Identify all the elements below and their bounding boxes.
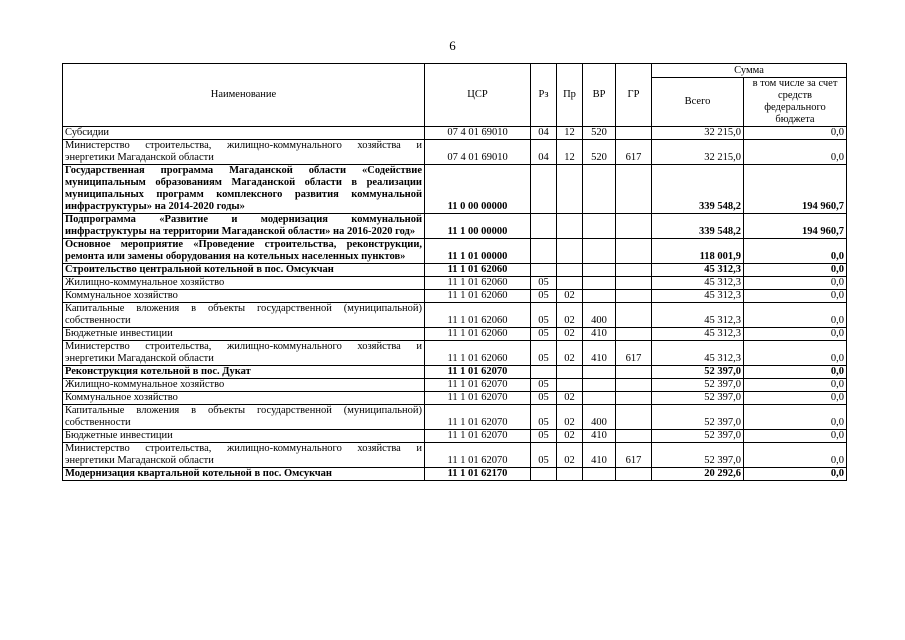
cell-vr — [583, 277, 616, 290]
cell-name: Жилищно-коммунальное хозяйство — [63, 277, 425, 290]
table-row — [63, 140, 847, 165]
cell-rz: 05 — [531, 379, 557, 392]
table-row — [63, 392, 847, 405]
table-row — [63, 430, 847, 443]
cell-csr: 11 1 01 62060 — [425, 277, 531, 290]
cell-csr: 11 1 01 00000 — [425, 239, 531, 264]
table-row — [63, 303, 847, 328]
cell-federal: 0,0 — [744, 379, 847, 392]
cell-pr — [557, 277, 583, 290]
cell-total: 45 312,3 — [652, 290, 744, 303]
cell-total: 32 215,0 — [652, 140, 744, 165]
cell-gr — [616, 366, 652, 379]
cell-total: 45 312,3 — [652, 341, 744, 366]
cell-rz: 05 — [531, 290, 557, 303]
cell-name: Бюджетные инвестиции — [63, 430, 425, 443]
cell-federal: 0,0 — [744, 264, 847, 277]
table-row — [63, 468, 847, 481]
cell-rz: 05 — [531, 341, 557, 366]
table-row — [63, 379, 847, 392]
cell-total: 45 312,3 — [652, 264, 744, 277]
cell-csr: 07 4 01 69010 — [425, 127, 531, 140]
header-gr: ГР — [616, 64, 652, 127]
cell-csr: 11 1 01 62070 — [425, 443, 531, 468]
header-rz: Рз — [531, 64, 557, 127]
cell-rz: 05 — [531, 430, 557, 443]
cell-name: Капитальные вложения в объекты государственной (муниципальной) собственности — [63, 405, 425, 430]
cell-total: 32 215,0 — [652, 127, 744, 140]
cell-pr: 02 — [557, 290, 583, 303]
cell-rz — [531, 165, 557, 214]
page-number: 6 — [449, 38, 456, 53]
cell-gr — [616, 430, 652, 443]
table-body — [63, 127, 847, 481]
cell-name: Коммунальное хозяйство — [63, 290, 425, 303]
cell-federal: 0,0 — [744, 405, 847, 430]
cell-pr: 02 — [557, 392, 583, 405]
header-vr: ВР — [583, 64, 616, 127]
cell-rz: 05 — [531, 392, 557, 405]
header-csr: ЦСР — [425, 64, 531, 127]
cell-csr: 11 1 01 62060 — [425, 290, 531, 303]
table-row — [63, 366, 847, 379]
cell-gr — [616, 165, 652, 214]
budget-table — [62, 63, 847, 481]
table-row — [63, 290, 847, 303]
cell-vr: 410 — [583, 328, 616, 341]
cell-federal: 0,0 — [744, 392, 847, 405]
header-federal: в том числе за счет средств федерального бюджета — [744, 78, 847, 127]
cell-federal: 0,0 — [744, 239, 847, 264]
cell-csr: 11 1 00 00000 — [425, 214, 531, 239]
cell-name: Коммунальное хозяйство — [63, 392, 425, 405]
cell-federal: 0,0 — [744, 430, 847, 443]
cell-csr: 11 1 01 62070 — [425, 392, 531, 405]
cell-gr — [616, 214, 652, 239]
cell-rz — [531, 468, 557, 481]
table-row — [63, 443, 847, 468]
header-name: Наименование — [63, 64, 425, 127]
header-total: Всего — [652, 78, 744, 127]
header-pr: Пр — [557, 64, 583, 127]
cell-rz: 04 — [531, 140, 557, 165]
cell-name: Модернизация квартальной котельной в пос. Омсукчан — [63, 468, 425, 481]
cell-rz: 04 — [531, 127, 557, 140]
cell-federal: 0,0 — [744, 341, 847, 366]
cell-rz: 05 — [531, 405, 557, 430]
cell-name: Бюджетные инвестиции — [63, 328, 425, 341]
cell-vr — [583, 366, 616, 379]
cell-vr: 400 — [583, 405, 616, 430]
cell-vr — [583, 379, 616, 392]
cell-federal: 0,0 — [744, 468, 847, 481]
cell-csr: 11 1 01 62070 — [425, 430, 531, 443]
cell-vr — [583, 214, 616, 239]
cell-federal: 0,0 — [744, 328, 847, 341]
cell-name: Основное мероприятие «Проведение строительства, реконструкции, ремонта или замены оборудования на котельных населенных пунктов» — [63, 239, 425, 264]
cell-csr: 11 1 01 62060 — [425, 264, 531, 277]
table-row — [63, 127, 847, 140]
table-row — [63, 165, 847, 214]
cell-name: Государственная программа Магаданской области «Содействие муниципальным образованиям Магаданской области в реализации муниципальных программ комплексного развития коммунальной инфраструктуры» на 2014-2020 годы» — [63, 165, 425, 214]
cell-gr — [616, 468, 652, 481]
cell-csr: 11 1 01 62070 — [425, 405, 531, 430]
cell-vr — [583, 165, 616, 214]
cell-pr — [557, 366, 583, 379]
cell-pr: 12 — [557, 140, 583, 165]
cell-csr: 11 1 01 62060 — [425, 328, 531, 341]
cell-rz: 05 — [531, 328, 557, 341]
cell-gr: 617 — [616, 443, 652, 468]
cell-vr — [583, 239, 616, 264]
cell-csr: 07 4 01 69010 — [425, 140, 531, 165]
cell-csr: 11 1 01 62070 — [425, 366, 531, 379]
cell-name: Жилищно-коммунальное хозяйство — [63, 379, 425, 392]
cell-federal: 194 960,7 — [744, 214, 847, 239]
cell-gr: 617 — [616, 341, 652, 366]
cell-gr — [616, 290, 652, 303]
cell-gr — [616, 328, 652, 341]
cell-federal: 194 960,7 — [744, 165, 847, 214]
cell-vr: 520 — [583, 127, 616, 140]
table-row — [63, 239, 847, 264]
cell-rz: 05 — [531, 277, 557, 290]
cell-gr — [616, 392, 652, 405]
cell-pr: 02 — [557, 328, 583, 341]
cell-rz — [531, 366, 557, 379]
cell-gr — [616, 264, 652, 277]
cell-total: 45 312,3 — [652, 328, 744, 341]
header-sum: Сумма — [652, 64, 847, 78]
cell-total: 45 312,3 — [652, 303, 744, 328]
cell-vr: 520 — [583, 140, 616, 165]
cell-name: Капитальные вложения в объекты государственной (муниципальной) собственности — [63, 303, 425, 328]
cell-name: Строительство центральной котельной в пос. Омсукчан — [63, 264, 425, 277]
cell-pr — [557, 165, 583, 214]
cell-vr: 400 — [583, 303, 616, 328]
cell-vr: 410 — [583, 443, 616, 468]
cell-pr: 02 — [557, 405, 583, 430]
cell-federal: 0,0 — [744, 303, 847, 328]
cell-pr: 02 — [557, 443, 583, 468]
cell-vr: 410 — [583, 341, 616, 366]
cell-csr: 11 1 01 62070 — [425, 379, 531, 392]
cell-gr — [616, 405, 652, 430]
cell-rz — [531, 239, 557, 264]
cell-federal: 0,0 — [744, 443, 847, 468]
cell-vr — [583, 264, 616, 277]
cell-total: 118 001,9 — [652, 239, 744, 264]
cell-total: 52 397,0 — [652, 405, 744, 430]
cell-csr: 11 1 01 62170 — [425, 468, 531, 481]
cell-pr: 02 — [557, 430, 583, 443]
cell-total: 52 397,0 — [652, 379, 744, 392]
table-row — [63, 341, 847, 366]
cell-total: 52 397,0 — [652, 366, 744, 379]
cell-pr — [557, 214, 583, 239]
header-row-1 — [63, 64, 847, 78]
cell-pr: 12 — [557, 127, 583, 140]
cell-total: 20 292,6 — [652, 468, 744, 481]
cell-pr — [557, 379, 583, 392]
cell-total: 339 548,2 — [652, 214, 744, 239]
cell-csr: 11 1 01 62060 — [425, 341, 531, 366]
cell-federal: 0,0 — [744, 277, 847, 290]
cell-rz: 05 — [531, 443, 557, 468]
table-row — [63, 264, 847, 277]
cell-vr — [583, 290, 616, 303]
cell-federal: 0,0 — [744, 140, 847, 165]
cell-csr: 11 1 01 62060 — [425, 303, 531, 328]
cell-pr — [557, 468, 583, 481]
cell-vr: 410 — [583, 430, 616, 443]
cell-pr: 02 — [557, 303, 583, 328]
cell-name: Министерство строительства, жилищно-коммунального хозяйства и энергетики Магаданской области — [63, 140, 425, 165]
cell-gr: 617 — [616, 140, 652, 165]
cell-pr — [557, 239, 583, 264]
cell-name: Министерство строительства, жилищно-коммунального хозяйства и энергетики Магаданской области — [63, 341, 425, 366]
table-row — [63, 328, 847, 341]
cell-name: Реконструкция котельной в пос. Дукат — [63, 366, 425, 379]
cell-gr — [616, 127, 652, 140]
cell-gr — [616, 277, 652, 290]
cell-vr — [583, 468, 616, 481]
cell-gr — [616, 239, 652, 264]
cell-rz — [531, 214, 557, 239]
cell-federal: 0,0 — [744, 290, 847, 303]
cell-name: Подпрограмма «Развитие и модернизация коммунальной инфраструктуры на территории Магаданской области» на 2016-2020 год» — [63, 214, 425, 239]
cell-total: 52 397,0 — [652, 392, 744, 405]
table-row — [63, 214, 847, 239]
cell-csr: 11 0 00 00000 — [425, 165, 531, 214]
cell-rz — [531, 264, 557, 277]
table-row — [63, 405, 847, 430]
cell-gr — [616, 379, 652, 392]
cell-total: 45 312,3 — [652, 277, 744, 290]
cell-federal: 0,0 — [744, 127, 847, 140]
cell-pr: 02 — [557, 341, 583, 366]
cell-pr — [557, 264, 583, 277]
cell-name: Субсидии — [63, 127, 425, 140]
cell-total: 52 397,0 — [652, 430, 744, 443]
cell-gr — [616, 303, 652, 328]
cell-total: 52 397,0 — [652, 443, 744, 468]
table-row — [63, 277, 847, 290]
cell-name: Министерство строительства, жилищно-коммунального хозяйства и энергетики Магаданской области — [63, 443, 425, 468]
cell-federal: 0,0 — [744, 366, 847, 379]
cell-total: 339 548,2 — [652, 165, 744, 214]
cell-vr — [583, 392, 616, 405]
cell-rz: 05 — [531, 303, 557, 328]
